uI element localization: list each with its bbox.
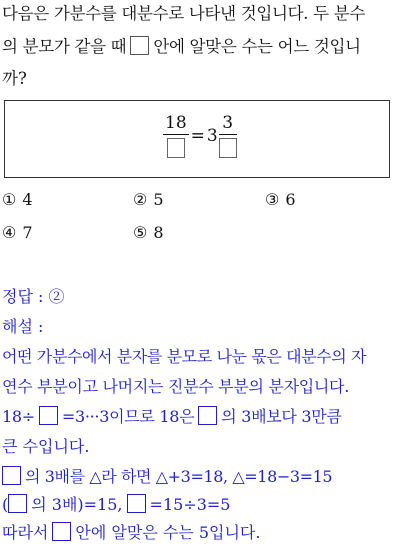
blank-box <box>2 466 21 485</box>
question-line-2 <box>2 36 361 58</box>
answer-label: 정답 : ② <box>2 287 65 306</box>
improper-fraction <box>163 113 189 158</box>
solution-line-2: 연수 부분이고 나머지는 진분수 부분의 분자입니다. <box>2 377 349 396</box>
solution-line-4: 큰 수입니다. <box>2 437 90 456</box>
option-2[interactable]: ② 5 <box>133 190 164 209</box>
blank-box <box>219 138 237 158</box>
explanation-label: 해설 : <box>2 317 44 336</box>
question-line-1: 다음은 가분수를 대분수로 나타낸 것입니다. 두 분수 <box>2 4 366 23</box>
problem-box <box>4 100 390 178</box>
option-5[interactable]: ⑤ 8 <box>133 223 164 242</box>
fraction-expression <box>163 113 237 158</box>
blank-box <box>127 494 146 513</box>
solution-line-7: 따라서 안에 알맞은 수는 5입니다. <box>2 523 261 542</box>
solution-line-6: ( 의 3배)=15, =15÷3=5 <box>2 495 231 514</box>
fraction-numerator: 18 <box>165 113 187 133</box>
option-3[interactable]: ③ 6 <box>265 190 296 209</box>
option-4[interactable]: ④ 7 <box>2 223 33 242</box>
whole-number: 3 <box>206 125 218 146</box>
option-1[interactable]: ① 4 <box>2 190 33 209</box>
blank-box <box>39 406 58 425</box>
solution-line-5: 의 3배를 △라 하면 △+3=18, △=18−3=15 <box>2 466 332 488</box>
solution-line-3: 18÷ =3···3이므로 18은 의 3배보다 3만큼 <box>2 407 342 426</box>
proper-fraction <box>219 113 237 158</box>
question-text: 안에 알맞은 수는 어느 것입니 <box>153 37 361 56</box>
blank-box <box>8 494 27 513</box>
blank-box <box>52 522 71 541</box>
equals-sign: = <box>190 125 205 146</box>
question-line-3: 까? <box>2 69 27 88</box>
fraction-numerator: 3 <box>222 113 234 133</box>
solution-line-1: 어떤 가분수에서 분자를 분모로 나눈 몫은 대분수의 자 <box>2 347 367 366</box>
blank-box <box>167 138 185 158</box>
blank-box <box>130 36 149 55</box>
question-text: 의 분모가 같을 때 <box>2 37 127 56</box>
blank-box <box>198 406 217 425</box>
